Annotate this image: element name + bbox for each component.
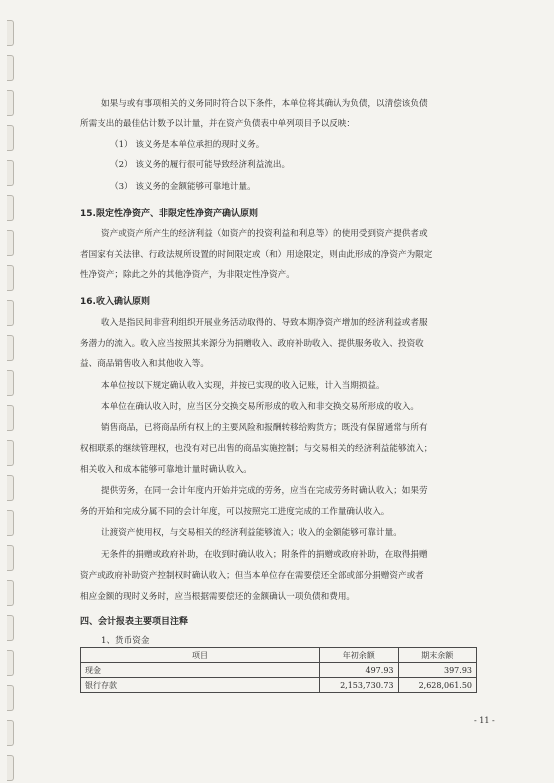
condition-2: （2） 该义务的履行很可能导致经济利益流出。 [110, 160, 291, 170]
revenue-line-6: 销售商品，已将商品所有权上的主要风险和报酬转移给购货方；既没有保留通常与所有 [101, 423, 428, 433]
binding-hole-mark [7, 545, 14, 571]
row-cash-begin: 497.93 [320, 663, 399, 678]
binding-hole-mark [7, 475, 14, 501]
binding-hole-mark [7, 335, 14, 361]
binding-hole-mark [7, 20, 14, 46]
binding-hole-mark [7, 755, 14, 781]
revenue-line-14: 相应金额的现时义务时，应当根据需要偿还的金额确认一项负债和费用。 [80, 592, 356, 602]
binding-hole-mark [7, 55, 14, 81]
revenue-line-1: 收入是指民间非营利组织开展业务活动取得的、导致本期净资产增加的经济利益或者服 [101, 318, 428, 328]
row-bank-begin: 2,153,730.73 [320, 678, 399, 693]
condition-3: （3） 该义务的金额能够可靠地计量。 [110, 182, 256, 192]
binding-hole-mark [7, 160, 14, 186]
row-cash-end: 397.93 [398, 663, 477, 678]
binding-hole-mark [7, 265, 14, 291]
table-header-row [81, 648, 477, 663]
para-contingency-2: 所需支出的最佳估计数予以计量，并在资产负债表中单列项目予以反映： [80, 119, 356, 129]
binding-hole-mark [7, 405, 14, 431]
revenue-line-10: 务的开始和完成分属不同的会计年度，可以按照完工进度完成的工作量确认收入。 [80, 507, 390, 517]
header-end-balance: 期末余额 [398, 648, 477, 663]
section-4-heading: 四、会计报表主要项目注释 [80, 617, 189, 627]
binding-hole-mark [7, 720, 14, 746]
section-16-heading: 16.收入确认原则 [80, 297, 150, 307]
binding-hole-mark [7, 615, 14, 641]
revenue-line-13: 资产或政府补助资产控制权时确认收入；但当本单位存在需要偿还全部或部分捐赠资产或者 [80, 571, 424, 581]
binding-hole-mark [7, 440, 14, 466]
binding-hole-mark [7, 650, 14, 676]
table-row [81, 678, 477, 693]
binding-hole-mark [7, 300, 14, 326]
binding-hole-mark [7, 510, 14, 536]
header-item: 项目 [81, 648, 320, 663]
revenue-line-5: 本单位在确认收入时，应当区分交换交易所形成的收入和非交换交易所形成的收入。 [101, 402, 419, 412]
table-row [81, 663, 477, 678]
row-bank-end: 2,628,061.50 [398, 678, 477, 693]
revenue-line-11: 让渡资产使用权，与交易相关的经济利益能够流入；收入的金额能够可靠计量。 [101, 528, 402, 538]
revenue-line-3: 益、商品销售收入和其他收入等。 [80, 359, 209, 369]
revenue-line-2: 务潜力的流入。收入应当按照其来源分为捐赠收入、政府补助收入、提供服务收入、投资收 [80, 339, 424, 349]
section-15-heading: 15.限定性净资产、非限定性净资产确认原则 [80, 209, 258, 219]
row-bank-item: 银行存款 [81, 678, 320, 693]
binding-hole-mark [7, 195, 14, 221]
revenue-line-7: 权相联系的继续管理权，也没有对已出售的商品实施控制；与交易相关的经济利益能够流入； [80, 444, 433, 454]
section-15-line-1: 资产或资产所产生的经济利益（如资产的投资利益和利息等）的使用受到资产提供者或 [101, 229, 428, 239]
binding-hole-mark [7, 580, 14, 606]
binding-hole-mark [7, 685, 14, 711]
binding-hole-mark [7, 370, 14, 396]
page-number: - 11 - [474, 716, 495, 725]
section-15-line-2: 者国家有关法律、行政法规所设置的时间限定或（和）用途限定，则由此形成的净资产为限定 [80, 250, 433, 260]
binding-hole-mark [7, 125, 14, 151]
section-15-line-3: 性净资产；除此之外的其他净资产，为非限定性净资产。 [80, 270, 295, 280]
row-cash-item: 现金 [81, 663, 320, 678]
revenue-line-4: 本单位按以下规定确认收入实现，并按已实现的收入记账，计入当期损益。 [101, 381, 385, 391]
para-contingency-1: 如果与或有事项相关的义务同时符合以下条件，本单位将其确认为负债，以清偿该负债 [101, 99, 428, 109]
binding-hole-mark [7, 230, 14, 256]
binding-hole-mark [7, 90, 14, 116]
binding-edge [0, 0, 22, 783]
cash-subheading: 1、货币资金 [101, 636, 150, 646]
cash-table [80, 647, 477, 693]
revenue-line-8: 相关收入和成本能够可靠地计量时确认收入。 [80, 465, 252, 475]
revenue-line-9: 提供劳务，在同一会计年度内开始并完成的劳务，应当在完成劳务时确认收入；如果劳 [101, 486, 428, 496]
condition-1: （1） 该义务是本单位承担的现时义务。 [110, 140, 265, 150]
header-begin-balance: 年初余额 [320, 648, 399, 663]
revenue-line-12: 无条件的捐赠或政府补助，在收到时确认收入；附条件的捐赠或政府补助，在取得捐赠 [101, 550, 428, 560]
